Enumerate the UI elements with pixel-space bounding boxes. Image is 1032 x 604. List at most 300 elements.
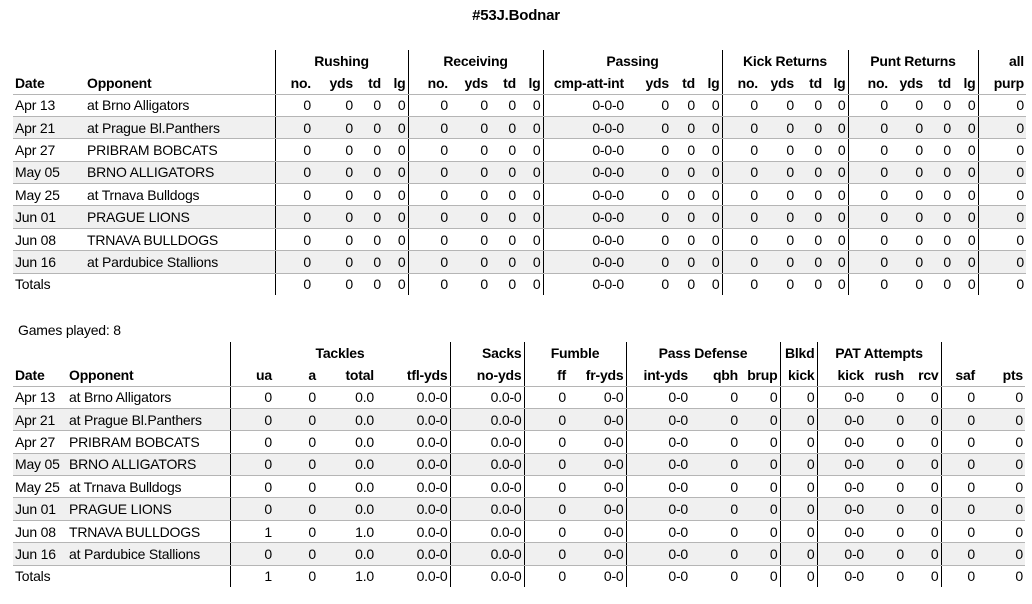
table-row bbox=[13, 206, 1026, 228]
stat-cell: 0 bbox=[967, 276, 976, 293]
stat-cell: 0 bbox=[524, 453, 568, 475]
stat-cell: 0 bbox=[313, 184, 355, 206]
column-header-row bbox=[13, 364, 1025, 386]
column-header: Date bbox=[13, 364, 67, 386]
stat-cell: 0 bbox=[518, 116, 543, 138]
stat-cell: 0 bbox=[373, 276, 381, 293]
group-header: Pass Defense bbox=[626, 342, 780, 364]
stat-cell: 0 bbox=[941, 498, 977, 520]
stat-cell: 0-0 bbox=[817, 408, 866, 430]
date-cell: Jun 16 bbox=[13, 251, 85, 273]
stat-cell: 0 bbox=[848, 251, 890, 273]
stat-cell: 0 bbox=[697, 139, 722, 161]
stat-cell: 0 bbox=[690, 453, 740, 475]
stat-cell: 0 bbox=[690, 476, 740, 498]
group-header: Punt Returns bbox=[848, 50, 978, 72]
stat-cell: 0 bbox=[977, 386, 1025, 408]
date-cell: Apr 21 bbox=[13, 116, 85, 138]
stat-cell: 0 bbox=[626, 116, 671, 138]
stat-cell: 0 bbox=[274, 476, 318, 498]
column-header: no. bbox=[848, 72, 890, 94]
column-header: saf bbox=[941, 364, 977, 386]
stat-cell: 0 bbox=[490, 251, 518, 273]
group-spacer bbox=[85, 50, 275, 72]
stat-cell: 0 bbox=[450, 94, 490, 116]
stat-cell: 0 bbox=[383, 184, 408, 206]
stat-cell: 0 bbox=[760, 206, 796, 228]
stat-cell: 0 bbox=[780, 408, 817, 430]
stat-cell: 0 bbox=[524, 520, 568, 542]
stat-cell: 0 bbox=[780, 565, 817, 587]
column-header: purp bbox=[978, 72, 1026, 94]
stat-cell: 0 bbox=[977, 520, 1025, 542]
stat-cell: 0-0 bbox=[817, 476, 866, 498]
table-row bbox=[13, 184, 1026, 206]
stat-cell: 0 bbox=[890, 94, 925, 116]
opponent-cell: BRNO ALLIGATORS bbox=[85, 161, 275, 183]
stat-cell: 0 bbox=[275, 206, 313, 228]
stat-cell: 0 bbox=[978, 94, 1026, 116]
stat-cell: 0 bbox=[355, 161, 383, 183]
stat-cell: 0 bbox=[796, 94, 824, 116]
stat-cell: 0 bbox=[518, 139, 543, 161]
stat-cell: 0 bbox=[230, 408, 274, 430]
stat-cell: 0 bbox=[848, 228, 890, 250]
stat-cell: 0 bbox=[671, 94, 697, 116]
stat-cell: 0 bbox=[824, 228, 848, 250]
stat-cell: 0 bbox=[408, 94, 450, 116]
stat-cell: 0 bbox=[906, 520, 941, 542]
table-row bbox=[13, 408, 1025, 430]
stat-cell: 0 bbox=[780, 520, 817, 542]
column-header: no. bbox=[722, 72, 760, 94]
table-row bbox=[13, 94, 1026, 116]
stat-cell: 0 bbox=[848, 139, 890, 161]
stat-cell: 0 bbox=[890, 184, 925, 206]
stat-cell: 0 bbox=[275, 251, 313, 273]
stat-cell: 0 bbox=[690, 543, 740, 565]
stat-cell: 0.0 bbox=[318, 476, 376, 498]
stat-cell: 0.0-0 bbox=[450, 520, 524, 542]
stat-cell: 0-0 bbox=[603, 568, 624, 585]
stat-cell: 0 bbox=[796, 228, 824, 250]
stat-cell: 0 bbox=[274, 431, 318, 453]
stat-cell: 0 bbox=[722, 228, 760, 250]
group-header: Receiving bbox=[408, 50, 543, 72]
stat-cell: 0 bbox=[760, 228, 796, 250]
column-header: yds bbox=[626, 72, 671, 94]
stat-cell: 0 bbox=[408, 228, 450, 250]
stat-cell: 0 bbox=[230, 431, 274, 453]
opponent-cell: at Pardubice Stallions bbox=[85, 251, 275, 273]
column-header: Opponent bbox=[67, 364, 230, 386]
stat-cell: 0 bbox=[866, 386, 906, 408]
stat-cell: 0 bbox=[978, 273, 1026, 295]
stat-cell: 0 bbox=[450, 161, 490, 183]
stat-cell: 0 bbox=[313, 228, 355, 250]
stat-cell: 0-0 bbox=[568, 498, 626, 520]
stat-cell: 0-0-0 bbox=[543, 206, 626, 228]
opponent-cell bbox=[85, 273, 275, 295]
stat-cell: 0 bbox=[518, 161, 543, 183]
stat-cell: 0 bbox=[925, 116, 953, 138]
stat-cell: 0 bbox=[824, 251, 848, 273]
opponent-cell: PRAGUE LIONS bbox=[67, 498, 230, 520]
stat-cell: 0 bbox=[697, 206, 722, 228]
stat-cell: 0 bbox=[906, 453, 941, 475]
group-spacer bbox=[67, 342, 230, 364]
stat-cell: 0 bbox=[866, 453, 906, 475]
stat-cell: 0.0-0 bbox=[450, 431, 524, 453]
column-header: td bbox=[490, 72, 518, 94]
stat-cell: 0 bbox=[524, 565, 568, 587]
stat-cell: 0 bbox=[941, 565, 977, 587]
stat-cell: 0 bbox=[925, 206, 953, 228]
stat-cell: 0 bbox=[671, 139, 697, 161]
player-title: #53J.Bodnar bbox=[472, 7, 560, 24]
column-header: no. bbox=[275, 72, 313, 94]
column-header: kick bbox=[817, 364, 866, 386]
stat-cell: 0 bbox=[906, 498, 941, 520]
stat-cell: 0 bbox=[383, 228, 408, 250]
table-row bbox=[13, 386, 1025, 408]
opponent-cell: PRAGUE LIONS bbox=[85, 206, 275, 228]
date-cell: Totals bbox=[15, 276, 51, 293]
stat-cell: 0.0 bbox=[318, 453, 376, 475]
stat-cell: 0 bbox=[275, 273, 313, 295]
stat-cell: 0 bbox=[355, 139, 383, 161]
stat-cell: 0 bbox=[925, 161, 953, 183]
stat-cell: 0-0 bbox=[817, 498, 866, 520]
stat-cell: 0 bbox=[866, 543, 906, 565]
stat-cell: 0 bbox=[397, 276, 406, 293]
stat-cell: 0 bbox=[848, 273, 890, 295]
stat-cell: 0 bbox=[848, 206, 890, 228]
stat-cell: 0 bbox=[740, 386, 780, 408]
stat-cell: 0 bbox=[518, 228, 543, 250]
stat-cell: 0-0 bbox=[626, 386, 690, 408]
stat-cell: 0-0-0 bbox=[543, 116, 626, 138]
column-header: a bbox=[274, 364, 318, 386]
stat-cell: 0 bbox=[953, 139, 978, 161]
stat-cell: 0 bbox=[941, 386, 977, 408]
stat-cell: 0 bbox=[953, 251, 978, 273]
stat-cell: 0 bbox=[490, 116, 518, 138]
stat-cell: 0 bbox=[760, 116, 796, 138]
stat-cell: 1 bbox=[230, 520, 274, 542]
column-header: lg bbox=[518, 72, 543, 94]
stat-cell: 0.0-0 bbox=[450, 543, 524, 565]
column-header: total bbox=[318, 364, 376, 386]
stat-cell: 0 bbox=[941, 431, 977, 453]
column-header: tfl-yds bbox=[376, 364, 450, 386]
table-row bbox=[13, 543, 1025, 565]
defense-stats-table bbox=[13, 342, 1025, 587]
stat-cell: 0 bbox=[274, 520, 318, 542]
column-header: td bbox=[925, 72, 953, 94]
stat-cell: 0 bbox=[355, 116, 383, 138]
stat-cell: 0 bbox=[626, 161, 671, 183]
stat-cell: 0 bbox=[890, 206, 925, 228]
stat-cell: 0 bbox=[383, 251, 408, 273]
stat-cell: 0 bbox=[518, 184, 543, 206]
stat-cell: 0 bbox=[943, 276, 951, 293]
date-cell: Jun 01 bbox=[13, 206, 85, 228]
table-row bbox=[13, 161, 1026, 183]
stat-cell: 0 bbox=[730, 568, 738, 585]
stat-cell: 0 bbox=[722, 116, 760, 138]
stat-cell: 0 bbox=[814, 276, 822, 293]
stat-cell: 0 bbox=[408, 184, 450, 206]
stat-cell: 0 bbox=[518, 251, 543, 273]
stat-cell: 0 bbox=[345, 276, 353, 293]
stat-cell: 0 bbox=[796, 184, 824, 206]
opponent-cell: at Pardubice Stallions bbox=[67, 543, 230, 565]
stat-cell: 0 bbox=[383, 116, 408, 138]
stat-cell: 0-0 bbox=[626, 520, 690, 542]
stat-cell: 0 bbox=[953, 228, 978, 250]
stat-cell: 0-0 bbox=[568, 453, 626, 475]
stat-cell: 0 bbox=[661, 276, 669, 293]
stat-cell: 0 bbox=[383, 94, 408, 116]
stat-cell: 0.0-0 bbox=[376, 386, 450, 408]
stat-cell: 0 bbox=[925, 251, 953, 273]
group-header: PAT Attempts bbox=[817, 342, 941, 364]
opponent-cell: at Trnava Bulldogs bbox=[85, 184, 275, 206]
stat-cell: 0 bbox=[313, 251, 355, 273]
stat-cell: 0 bbox=[740, 543, 780, 565]
stat-cell: 0 bbox=[953, 94, 978, 116]
stat-cell: 0 bbox=[490, 139, 518, 161]
stat-cell: 0 bbox=[722, 251, 760, 273]
stat-cell: 0 bbox=[524, 408, 568, 430]
stat-cell: 0 bbox=[383, 206, 408, 228]
group-spacer bbox=[13, 342, 67, 364]
stat-cell: 0-0 bbox=[817, 520, 866, 542]
stat-cell: 0 bbox=[687, 276, 695, 293]
stat-cell: 0 bbox=[978, 228, 1026, 250]
stat-cell: 0 bbox=[518, 206, 543, 228]
stat-cell: 0 bbox=[711, 276, 720, 293]
group-header: Fumble bbox=[524, 342, 626, 364]
stat-cell: 0 bbox=[313, 94, 355, 116]
stat-cell: 0 bbox=[896, 568, 904, 585]
column-header: no. bbox=[408, 72, 450, 94]
opponent-cell: at Brno Alligators bbox=[67, 386, 230, 408]
stat-cell: 0 bbox=[524, 386, 568, 408]
stat-cell: 0-0 bbox=[626, 476, 690, 498]
stat-cell: 0 bbox=[383, 161, 408, 183]
column-header: kick bbox=[780, 364, 817, 386]
stat-cell: 0.0-0 bbox=[450, 386, 524, 408]
stat-cell: 0 bbox=[671, 228, 697, 250]
stat-cell: 0 bbox=[824, 116, 848, 138]
date-cell: Jun 01 bbox=[13, 498, 67, 520]
stat-cell: 0 bbox=[313, 206, 355, 228]
stat-cell: 0 bbox=[626, 184, 671, 206]
stat-cell: 0 bbox=[690, 386, 740, 408]
stat-cell: 0.0-0 bbox=[376, 453, 450, 475]
stat-cell: 0 bbox=[274, 453, 318, 475]
column-header: fr-yds bbox=[568, 364, 626, 386]
column-header: ua bbox=[230, 364, 274, 386]
stat-cell: 0 bbox=[490, 184, 518, 206]
stat-cell: 0 bbox=[824, 139, 848, 161]
date-cell: Apr 13 bbox=[13, 386, 67, 408]
stat-cell: 0 bbox=[740, 408, 780, 430]
stat-cell: 0 bbox=[450, 251, 490, 273]
stat-cell: 0 bbox=[824, 94, 848, 116]
stat-cell: 0 bbox=[408, 273, 450, 295]
group-header: Rushing bbox=[275, 50, 408, 72]
stat-cell: 0 bbox=[796, 139, 824, 161]
date-cell: Jun 08 bbox=[13, 228, 85, 250]
date-cell: Apr 27 bbox=[13, 431, 67, 453]
stat-cell: 0 bbox=[906, 431, 941, 453]
column-header: lg bbox=[383, 72, 408, 94]
group-header: Passing bbox=[543, 50, 722, 72]
stat-cell: 0 bbox=[977, 476, 1025, 498]
stat-cell: 0 bbox=[978, 251, 1026, 273]
stat-cell: 0 bbox=[978, 184, 1026, 206]
stat-cell: 0.0 bbox=[318, 498, 376, 520]
stat-cell: 0 bbox=[977, 453, 1025, 475]
stat-cell: 0 bbox=[383, 139, 408, 161]
opponent-cell: PRIBRAM BOBCATS bbox=[67, 431, 230, 453]
column-header: rush bbox=[866, 364, 906, 386]
stat-cell: 0 bbox=[313, 139, 355, 161]
stat-cell: 0 bbox=[824, 184, 848, 206]
stat-cell: 0 bbox=[697, 184, 722, 206]
opponent-cell: at Brno Alligators bbox=[85, 94, 275, 116]
stat-cell: 0 bbox=[690, 498, 740, 520]
group-spacer bbox=[13, 50, 85, 72]
stat-cell: 0 bbox=[848, 161, 890, 183]
stat-cell: 0 bbox=[780, 498, 817, 520]
column-header: td bbox=[671, 72, 697, 94]
stat-cell: 0 bbox=[524, 498, 568, 520]
stat-cell: 0 bbox=[626, 139, 671, 161]
date-cell: Apr 27 bbox=[13, 139, 85, 161]
group-spacer bbox=[941, 342, 977, 364]
stat-cell: 0 bbox=[930, 568, 939, 585]
stat-cell: 0 bbox=[450, 228, 490, 250]
column-header: yds bbox=[760, 72, 796, 94]
stat-cell: 0.0-0 bbox=[450, 453, 524, 475]
stat-cell: 0 bbox=[866, 431, 906, 453]
stat-cell: 0.0 bbox=[318, 408, 376, 430]
stat-cell: 0 bbox=[953, 161, 978, 183]
stat-cell: 0 bbox=[275, 184, 313, 206]
table-row bbox=[13, 431, 1025, 453]
stat-cell: 0 bbox=[308, 568, 316, 585]
stat-cell: 0 bbox=[671, 116, 697, 138]
stat-cell: 0 bbox=[796, 161, 824, 183]
group-header-row bbox=[13, 342, 1025, 364]
stat-cell: 0 bbox=[977, 408, 1025, 430]
stat-cell: 0 bbox=[275, 116, 313, 138]
stat-cell: 0 bbox=[274, 386, 318, 408]
stat-cell: 0 bbox=[450, 184, 490, 206]
stat-cell: 0 bbox=[824, 161, 848, 183]
stat-cell: 0 bbox=[978, 161, 1026, 183]
stat-cell: 0-0-0 bbox=[543, 228, 626, 250]
opponent-cell bbox=[67, 565, 230, 587]
stat-cell: 0 bbox=[524, 431, 568, 453]
stat-cell: 0-0-0 bbox=[543, 251, 626, 273]
stat-cell: 0 bbox=[230, 498, 274, 520]
stat-cell: 0-0 bbox=[817, 565, 866, 587]
stat-cell: 0 bbox=[769, 568, 778, 585]
stat-cell: 0 bbox=[740, 476, 780, 498]
column-header: ff bbox=[524, 364, 568, 386]
stat-cell: 0 bbox=[671, 251, 697, 273]
stat-cell: 0-0 bbox=[626, 565, 690, 587]
stat-cell: 1.0 bbox=[318, 520, 376, 542]
opponent-cell: TRNAVA BULLDOGS bbox=[85, 228, 275, 250]
stat-cell: 0 bbox=[313, 116, 355, 138]
stat-cell: 0 bbox=[275, 228, 313, 250]
stat-cell: 0-0 bbox=[568, 520, 626, 542]
stat-cell: 0 bbox=[740, 431, 780, 453]
date-cell: May 05 bbox=[13, 161, 85, 183]
stat-cell: 0 bbox=[780, 476, 817, 498]
stat-cell: 0 bbox=[275, 161, 313, 183]
stat-cell: 0 bbox=[274, 543, 318, 565]
stat-cell: 0 bbox=[977, 431, 1025, 453]
column-header: yds bbox=[450, 72, 490, 94]
date-cell: Jun 08 bbox=[13, 520, 67, 542]
stat-cell: 0 bbox=[355, 251, 383, 273]
stat-cell: 0 bbox=[906, 543, 941, 565]
stat-cell: 0-0-0 bbox=[543, 273, 626, 295]
stat-cell: 0 bbox=[355, 184, 383, 206]
column-header: pts bbox=[977, 364, 1025, 386]
stat-cell: 0.0-0 bbox=[376, 408, 450, 430]
stat-cell: 0 bbox=[690, 520, 740, 542]
stat-cell: 0 bbox=[925, 94, 953, 116]
stat-cell: 0 bbox=[890, 116, 925, 138]
date-cell: Apr 21 bbox=[13, 408, 67, 430]
table-row bbox=[13, 476, 1025, 498]
stat-cell: 0 bbox=[722, 94, 760, 116]
stat-cell: 0 bbox=[722, 139, 760, 161]
stat-cell: 0 bbox=[837, 276, 846, 293]
games-played: Games played: 8 bbox=[18, 322, 121, 338]
stat-cell: 0 bbox=[866, 408, 906, 430]
stat-cell: 0 bbox=[722, 184, 760, 206]
stat-cell: 0 bbox=[978, 206, 1026, 228]
opponent-cell: BRNO ALLIGATORS bbox=[67, 453, 230, 475]
stat-cell: 0 bbox=[690, 431, 740, 453]
stat-cell: 0-0-0 bbox=[543, 161, 626, 183]
stat-cell: 0 bbox=[906, 476, 941, 498]
table-row bbox=[13, 453, 1025, 475]
stat-cell: 0 bbox=[230, 386, 274, 408]
stat-cell: 0 bbox=[977, 543, 1025, 565]
stat-cell: 0.0-0 bbox=[376, 476, 450, 498]
stat-cell: 0 bbox=[925, 228, 953, 250]
stat-cell: 0 bbox=[275, 139, 313, 161]
stat-cell: 0 bbox=[890, 139, 925, 161]
stat-cell: 0-0-0 bbox=[543, 184, 626, 206]
stat-cell: 0 bbox=[490, 161, 518, 183]
stat-cell: 0 bbox=[313, 161, 355, 183]
column-header: yds bbox=[890, 72, 925, 94]
stat-cell: 0-0 bbox=[626, 543, 690, 565]
stat-cell: 0 bbox=[408, 139, 450, 161]
stat-cell: 0 bbox=[450, 116, 490, 138]
